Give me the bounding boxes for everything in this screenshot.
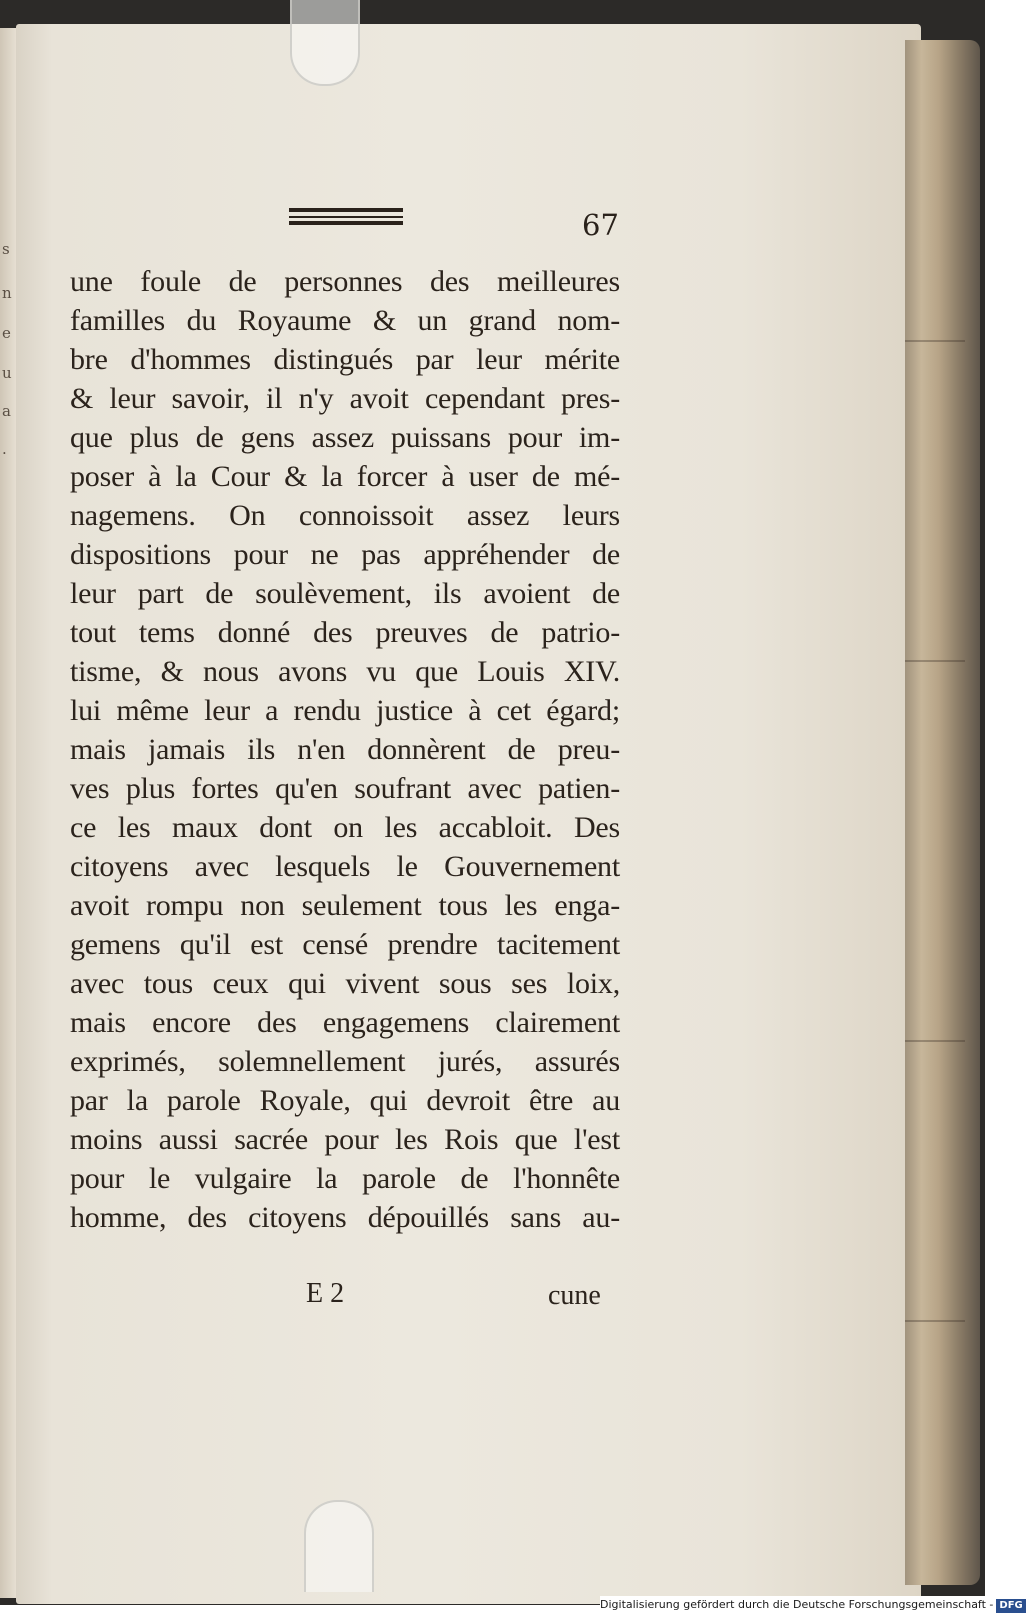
text-line: mais encore des engagemens clairement xyxy=(70,1006,620,1039)
header-ornament-rule xyxy=(289,208,403,226)
previous-page-mark: e xyxy=(2,324,11,342)
previous-page-mark: a xyxy=(2,402,11,420)
text-line: exprimés, solemnellement jurés, assurés xyxy=(70,1045,620,1078)
previous-page-mark: n xyxy=(2,284,12,302)
text-line: gemens qu'il est censé prendre tacitement xyxy=(70,928,620,961)
text-line: par la parole Royale, qui devroit être au xyxy=(70,1084,620,1117)
page-fold xyxy=(905,1320,965,1322)
text-line: bre d'hommes distingués par leur mérite xyxy=(70,343,620,376)
rule-bar-thick xyxy=(289,221,403,225)
previous-page-mark: u xyxy=(2,364,12,382)
page-stack-edge xyxy=(905,40,980,1585)
credit-text: Digitalisierung gefördert durch die Deutsche Forschungsgemeinschaft - xyxy=(600,1598,994,1611)
text-line: ce les maux dont on les accabloit. Des xyxy=(70,811,620,844)
catchword: cune xyxy=(548,1280,601,1311)
previous-page-mark: . xyxy=(2,440,7,458)
text-line: une foule de personnes des meilleures xyxy=(70,265,620,298)
text-line: tout tems donné des preuves de patrio- xyxy=(70,616,620,649)
rule-bar-thin xyxy=(289,216,403,218)
dfg-logo: DFG xyxy=(996,1599,1025,1613)
text-line: tisme, & nous avons vu que Louis XIV. xyxy=(70,655,620,688)
text-line: poser à la Cour & la forcer à user de mé- xyxy=(70,460,620,493)
text-line: familles du Royaume & un grand nom- xyxy=(70,304,620,337)
text-line: moins aussi sacrée pour les Rois que l'est xyxy=(70,1123,620,1156)
glass-clip-top xyxy=(290,0,360,86)
text-line: nagemens. On connoissoit assez leurs xyxy=(70,499,620,532)
page-fold xyxy=(905,660,965,662)
text-line: mais jamais ils n'en donnèrent de preu- xyxy=(70,733,620,766)
text-line: lui même leur a rendu justice à cet égard; xyxy=(70,694,620,727)
text-line: avoit rompu non seulement tous les enga- xyxy=(70,889,620,922)
page-fold xyxy=(905,340,965,342)
text-line: homme, des citoyens dépouillés sans au- xyxy=(70,1201,620,1234)
body-text xyxy=(70,262,620,1237)
text-line: leur part de soulèvement, ils avoient de xyxy=(70,577,620,610)
text-line: dispositions pour ne pas appréhender de xyxy=(70,538,620,571)
page-fold xyxy=(905,1040,965,1042)
digitization-credit xyxy=(600,1596,1023,1614)
rule-bar-thick xyxy=(289,208,403,212)
text-line: & leur savoir, il n'y avoit cependant pres- xyxy=(70,382,620,415)
text-line: avec tous ceux qui vivent sous ses loix, xyxy=(70,967,620,1000)
page-number: 67 xyxy=(582,208,619,242)
previous-page-edge xyxy=(0,28,16,1598)
previous-page-mark: s xyxy=(2,240,10,258)
text-line: que plus de gens assez puissans pour im- xyxy=(70,421,620,454)
glass-clip-bottom xyxy=(304,1500,374,1592)
signature-mark: E 2 xyxy=(306,1278,345,1309)
text-line: ves plus fortes qu'en soufrant avec patien- xyxy=(70,772,620,805)
text-line: citoyens avec lesquels le Gouvernement xyxy=(70,850,620,883)
text-line: pour le vulgaire la parole de l'honnête xyxy=(70,1162,620,1195)
